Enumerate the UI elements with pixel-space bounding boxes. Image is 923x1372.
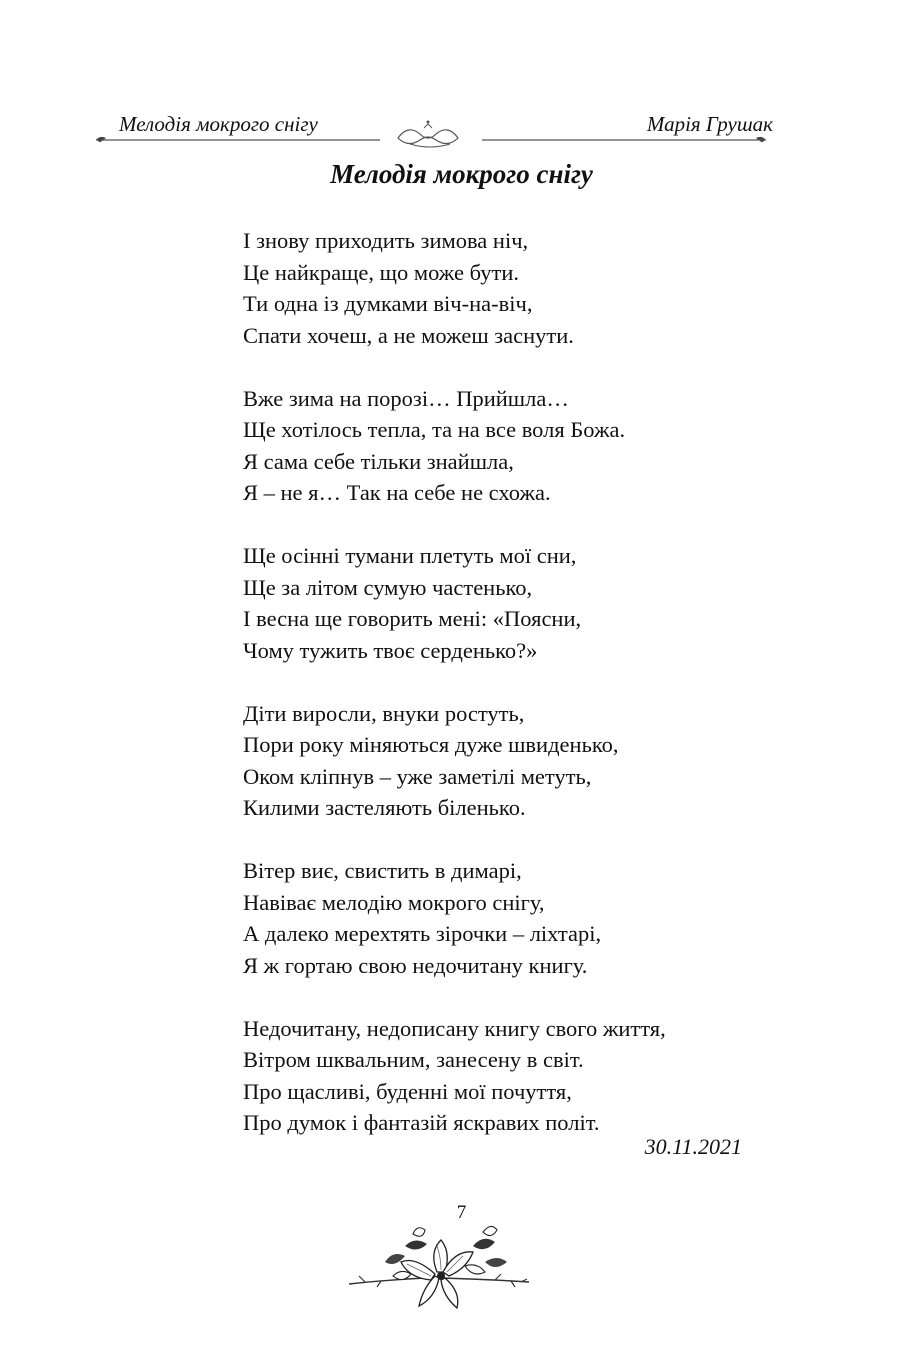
poem-line: Чому тужить твоє серденько?» <box>243 637 538 663</box>
poem-line: Спати хочеш, а не можеш заснути. <box>243 322 574 348</box>
poem-line: І весна ще говорить мені: «Поясни, <box>243 606 582 631</box>
magnolia-flowers-icon <box>345 1222 535 1312</box>
stanza-3 <box>243 540 666 666</box>
poem-line: Я сама себе тільки знайшла, <box>243 448 514 474</box>
poem-line: Про щасливі, буденні мої почуття, <box>243 1078 572 1104</box>
stanza-1 <box>243 225 666 351</box>
poem-line: Навіває мелодію мокрого снігу, <box>243 889 545 915</box>
stanza-2 <box>243 383 666 509</box>
poem-line: Вже зима на порозі… Прийшла… <box>243 385 569 411</box>
poem-line: Це найкраще, що може бути. <box>243 259 519 285</box>
poem-body <box>243 225 666 1170</box>
running-header <box>0 108 923 158</box>
header-book-title: Мелодія мокрого снігу <box>119 112 318 136</box>
poem-line: Недочитану, недописану книгу свого життя, <box>243 1015 666 1041</box>
stanza-6 <box>243 1013 666 1139</box>
poem-line: Ще за літом сумую частенько, <box>243 574 533 600</box>
poem-line: Пори року міняються дуже швиденько, <box>243 732 619 757</box>
poem-line: Ще осінні тумани плетуть мої сни, <box>243 543 577 568</box>
poem-line: Ти одна із думками віч-на-віч, <box>243 291 533 316</box>
poem-line: А далеко мерехтять зірочки – ліхтарі, <box>243 921 602 946</box>
poem-date: 30.11.2021 <box>644 1134 742 1159</box>
poem-line: Про думок і фантазій яскравих політ. <box>243 1110 600 1135</box>
poem-line: Діти виросли, внуки ростуть, <box>243 700 525 726</box>
stanza-5 <box>243 855 666 981</box>
poem-title: Мелодія мокрого снігу <box>330 159 593 189</box>
poem-line: Ще хотілось тепла, та на все воля Божа. <box>243 417 626 442</box>
poem-line: І знову приходить зимова ніч, <box>243 228 529 253</box>
poem-line: Вітер виє, свистить в димарі, <box>243 858 522 883</box>
poem-line: Я – не я… Так на себе не схожа. <box>243 480 551 505</box>
page-number: 7 <box>456 1202 467 1223</box>
poem-line: Оком кліпнув – уже заметілі метуть, <box>243 763 592 789</box>
poem-line: Вітром шквальним, занесену в світ. <box>243 1047 584 1072</box>
poem-line: Килими застеляють біленько. <box>243 795 526 820</box>
header-author: Марія Грушак <box>646 112 773 136</box>
poem-line: Я ж гортаю свою недочитану книгу. <box>243 952 588 978</box>
stanza-4 <box>243 698 666 824</box>
